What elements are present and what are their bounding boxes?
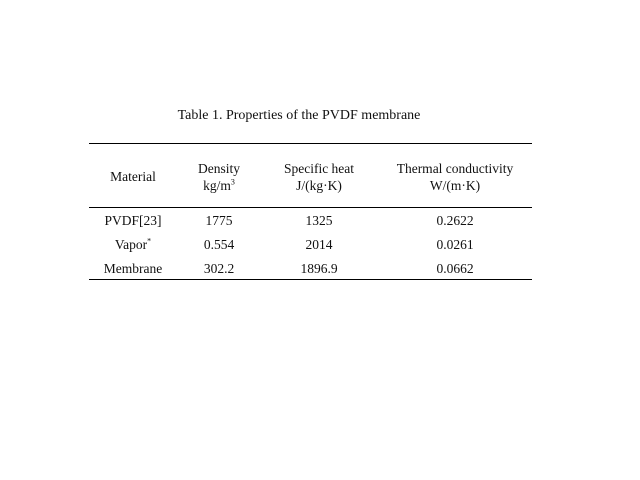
- table-top-rule: [89, 143, 532, 144]
- row-0-material-name: PVDF[23]: [104, 213, 162, 228]
- row-2-material: [89, 260, 177, 277]
- row-2-thermal-conductivity: 0.0662: [436, 261, 474, 276]
- header-specific-heat: [270, 160, 368, 194]
- row-1-material-mark: *: [147, 236, 152, 246]
- row-0-specific-heat: 1325: [305, 213, 333, 228]
- header-specific-heat-unit: J/(kg·K): [296, 178, 342, 193]
- header-material: [89, 168, 177, 185]
- header-density-unit: [180, 177, 258, 194]
- row-0-density: 1775: [205, 213, 233, 228]
- table-header-rule: [89, 207, 532, 208]
- header-specific-heat-label: Specific heat: [283, 161, 355, 176]
- row-2-material-name: Membrane: [103, 261, 163, 276]
- header-density-label: Density: [198, 161, 240, 176]
- table-caption: Table 1. Properties of the PVDF membrane: [177, 108, 421, 123]
- header-material-label: Material: [110, 169, 156, 184]
- header-thermal-conductivity-label: Thermal conductivity: [396, 161, 514, 176]
- row-1-material: [89, 236, 177, 253]
- header-thermal-conductivity-unit: W/(m·K): [429, 178, 481, 193]
- header-density-unit-exponent: 3: [230, 177, 235, 187]
- header-thermal-conductivity: [372, 160, 538, 194]
- header-density-unit-base: kg/m: [203, 178, 231, 193]
- table-bottom-rule: [89, 279, 532, 280]
- row-0-thermal-conductivity: 0.2622: [436, 213, 474, 228]
- row-1-material-name: Vapor: [114, 237, 148, 252]
- row-2-density: 302.2: [203, 261, 235, 276]
- header-density: [180, 160, 258, 194]
- row-1-thermal-conductivity: 0.0261: [436, 237, 474, 252]
- row-1-specific-heat: 2014: [305, 237, 333, 252]
- row-0-material: [89, 212, 177, 229]
- row-1-density: 0.554: [203, 237, 235, 252]
- row-2-specific-heat: 1896.9: [300, 261, 338, 276]
